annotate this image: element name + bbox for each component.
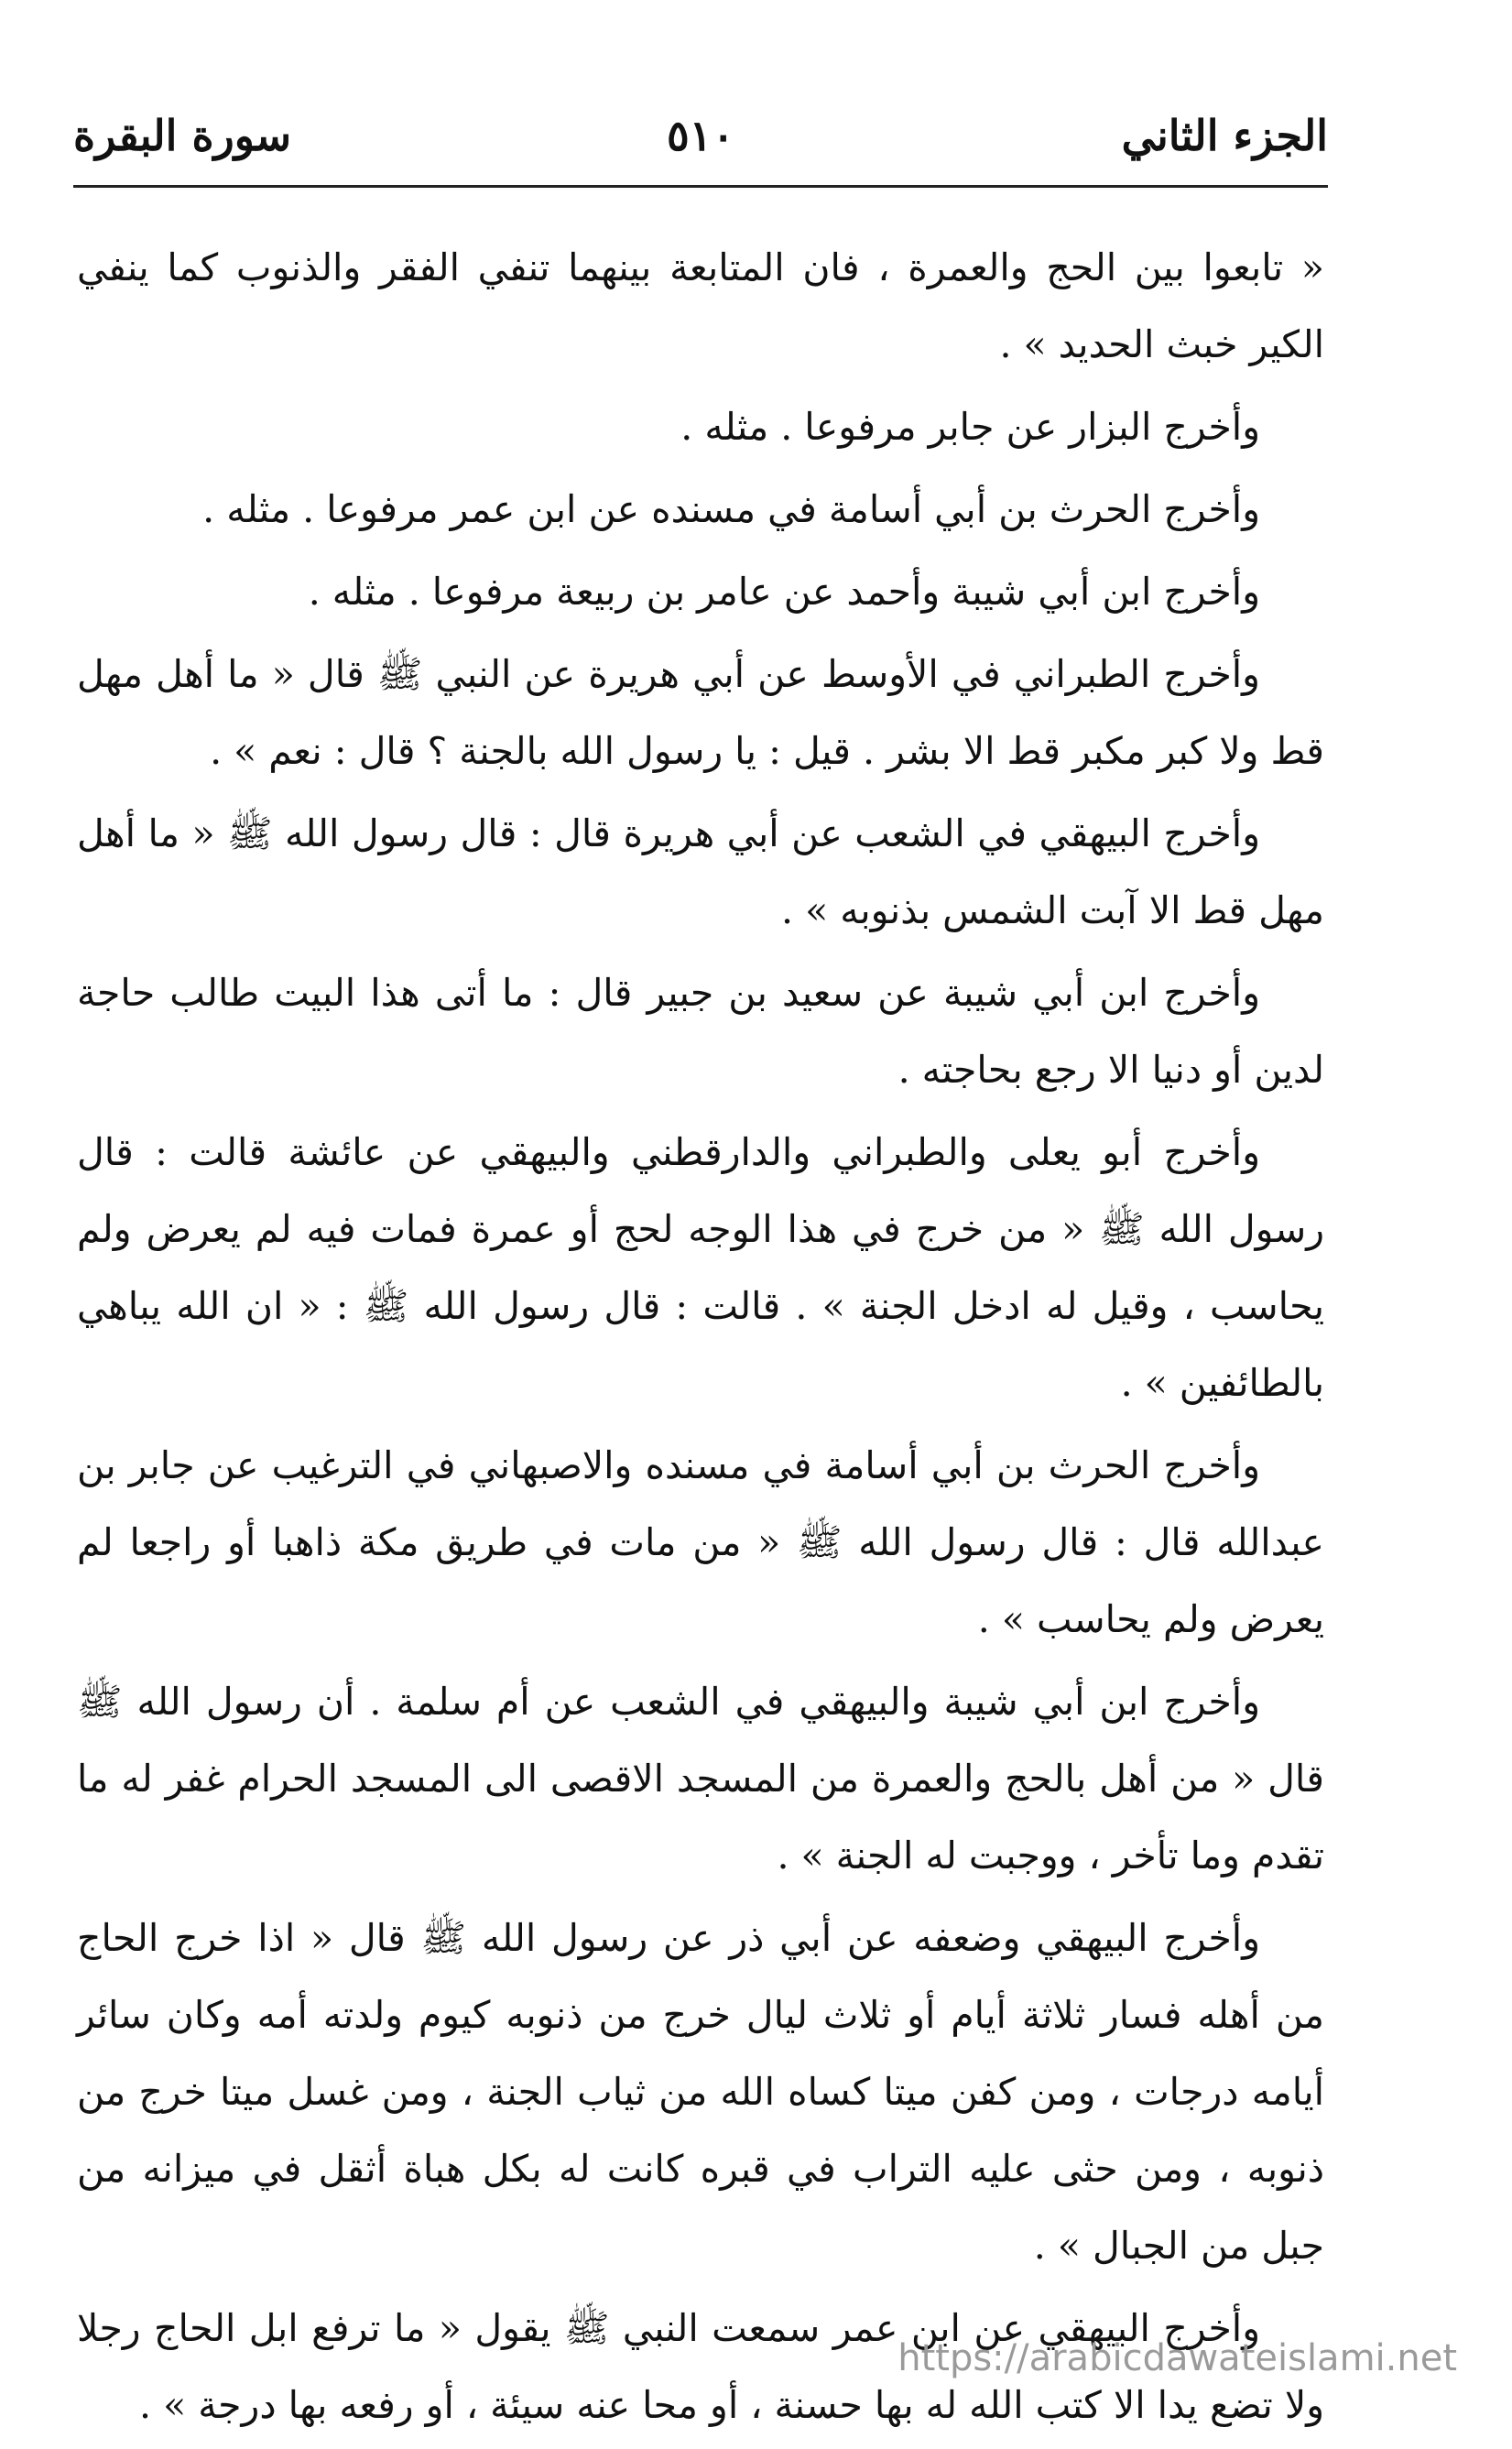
paragraph: وأخرج ابن أبي شيبة والبيهقي في الشعب عن أم سلمة . أن رسول الله ﷺ قال « من أهل بالحج والعمرة من المسجد الاقصى الى المسجد الحرام غفر له ما تقدم وما تأخر ، ووجبت له الجنة » . bbox=[77, 1680, 1324, 1878]
header-divider bbox=[73, 185, 1328, 188]
paragraph: « تابعوا بين الحج والعمرة ، فان المتابعة بينهما تنفي الفقر والذنوب كما ينفي الكير خبث الحديد » . bbox=[77, 245, 1324, 366]
paragraph: وأخرج الحرث بن أبي أسامة في مسنده عن ابن عمر مرفوعا . مثله . bbox=[202, 487, 1260, 531]
paragraph: وأخرج الحرث بن أبي أسامة في مسنده والاصبهاني في الترغيب عن جابر بن عبدالله قال : قال رسول الله ﷺ « من مات في طريق مكة ذاهبا أو راجعا لم يعرض ولم يحاسب » . bbox=[77, 1443, 1324, 1641]
paragraph: وأخرج البيهقي في الشعب عن أبي هريرة قال : قال رسول الله ﷺ « ما أهل مهل قط الا آبت الشمس بذنوبه » . bbox=[77, 811, 1324, 932]
part-title: الجزء الثاني bbox=[1121, 111, 1328, 160]
paragraph: وأخرج البيهقي عن ابن عمر سمعت النبي ﷺ يقول « ما ترفع ابل الحاج رجلا ولا تضع يدا الا كتب الله له بها حسنة ، أو محا عنه سيئة ، أو رفعه بها درجة » . bbox=[77, 2306, 1324, 2427]
paragraph: وأخرج البيهقي وضعفه عن أبي ذر عن رسول الله ﷺ قال « اذا خرج الحاج من أهله فسار ثلاثة أيام أو ثلاث ليال خرج من ذنوبه كيوم ولدته أمه وكان سائر أيامه درجات ، ومن كفن ميتا كساه الله من ثياب الجنة ، ومن غسل ميتا خرج من ذنوبه ، ومن حثى عليه التراب في قبره كانت له بكل هباة أثقل في ميزانه من جبل من الجبال » . bbox=[77, 1916, 1324, 2268]
paragraph: وأخرج أبو يعلى والطبراني والدارقطني والبيهقي عن عائشة قالت : قال رسول الله ﷺ « من خرج في هذا الوجه لحج أو عمرة فمات فيه لم يعرض ولم يحاسب ، وقيل له ادخل الجنة » . قالت : قال رسول الله ﷺ : « ان الله يباهي بالطائفين » . bbox=[77, 1130, 1324, 1405]
page-number: ٥١٠ bbox=[666, 111, 735, 160]
paragraph: وأخرج البزار عن جابر مرفوعا . مثله . bbox=[680, 405, 1260, 449]
paragraph: وأخرج الطبراني في الأوسط عن أبي هريرة عن النبي ﷺ قال « ما أهل مهل قط ولا كبر مكبر قط الا بشر . قيل : يا رسول الله بالجنة ؟ قال : نعم » . bbox=[77, 652, 1324, 773]
page-header bbox=[73, 99, 1328, 172]
surah-title: سورة البقرة bbox=[73, 111, 292, 160]
paragraph: وأخرج ابن أبي شيبة عن سعيد بن جبير قال : ما أتى هذا البيت طالب حاجة لدين أو دنيا الا رجع بحاجته . bbox=[77, 971, 1324, 1092]
page-body bbox=[77, 229, 1324, 2449]
watermark-url: https://arabicdawateislami.net bbox=[897, 2337, 1457, 2379]
paragraph: وأخرج ابن أبي شيبة وأحمد عن عامر بن ربيعة مرفوعا . مثله . bbox=[308, 570, 1260, 614]
